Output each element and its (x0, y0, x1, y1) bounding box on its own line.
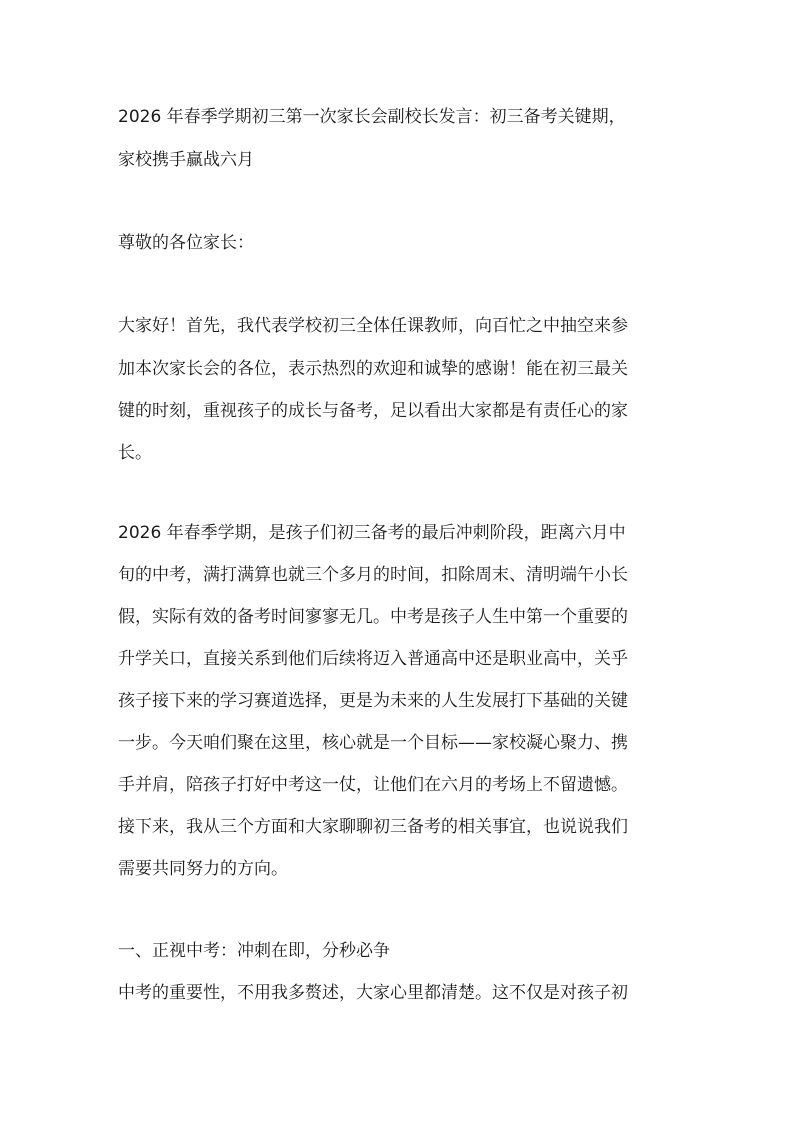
document-title-line-2: 家校携手赢战六月 (118, 150, 254, 170)
paragraph-line: 键的时刻，重视孩子的成长与备考，足以看出大家都是有责任心的家 (118, 401, 628, 421)
paragraph-line: 中考的重要性，不用我多赘述，大家心里都清楚。这不仅是对孩子初 (118, 983, 628, 1003)
paragraph-line: 加本次家长会的各位，表示热烈的欢迎和诚挚的感谢！能在初三最关 (118, 359, 628, 379)
paragraph-line: 长。 (118, 443, 152, 463)
paragraph-line: 一步。今天咱们聚在这里，核心就是一个目标——家校凝心聚力、携 (118, 733, 628, 753)
paragraph-line: 手并肩，陪孩子打好中考这一仗，让他们在六月的考场上不留遗憾。 (118, 775, 628, 795)
paragraph-line: 需要共同努力的方向。 (118, 859, 288, 879)
paragraph-line: 旬的中考，满打满算也就三个多月的时间，扣除周末、清明端午小长 (118, 565, 628, 585)
paragraph-line: 孩子接下来的学习赛道选择，更是为未来的人生发展打下基础的关键 (118, 691, 628, 711)
paragraph-line: 升学关口，直接关系到他们后续将迈入普通高中还是职业高中，关乎 (118, 649, 628, 669)
paragraph-line: 假，实际有效的备考时间寥寥无几。中考是孩子人生中第一个重要的 (118, 607, 628, 627)
document-title-line-1: 2026 年春季学期初三第一次家长会副校长发言：初三备考关键期， (118, 107, 626, 127)
paragraph-line: 接下来，我从三个方面和大家聊聊初三备考的相关事宜，也说说我们 (118, 817, 628, 837)
salutation: 尊敬的各位家长： (118, 233, 254, 253)
section-heading: 一、正视中考：冲刺在即，分秒必争 (118, 941, 390, 961)
paragraph-line: 大家好！首先，我代表学校初三全体任课教师，向百忙之中抽空来参 (118, 316, 628, 336)
paragraph-line: 2026 年春季学期，是孩子们初三备考的最后冲刺阶段，距离六月中 (118, 523, 626, 543)
